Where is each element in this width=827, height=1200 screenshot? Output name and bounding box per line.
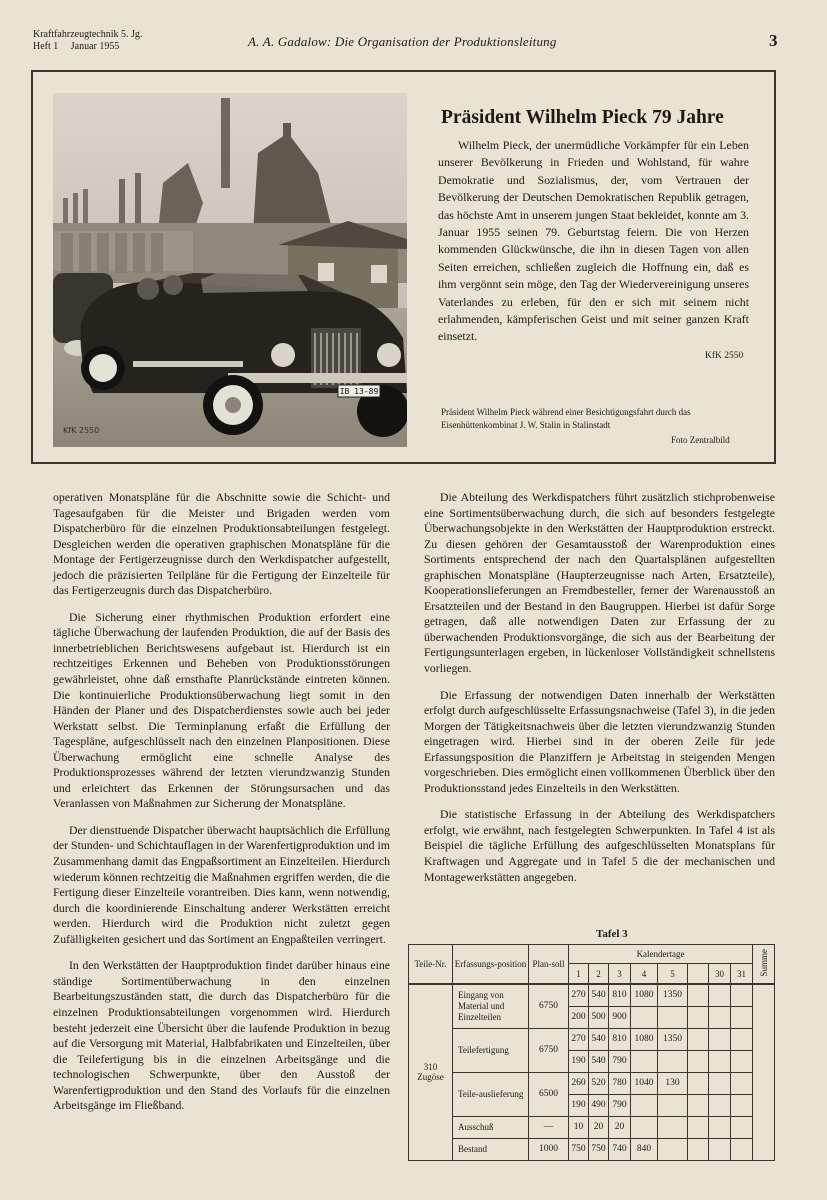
table-cell: 750 — [569, 1138, 589, 1160]
table-cell — [658, 1116, 688, 1138]
table-cell: 20 — [609, 1116, 631, 1138]
paragraph: Die Erfassung der notwendigen Daten innerhalb der Werkstätten erfolgt durch aufgeschlüsselte Erfassungsnachweise (Tafel 3), in die jeden Morgen der Tätigkeitsnachweis über die letzten vierundzwanzig Stunden eingetragen wird. Hierbei sind in der oberen Zeile für jede Erfassungsposition die Planziffern je Arbeitstag in steigenden Mengen vorgeschrieben. Dies ermöglicht einen vollkommenen Überblick über den Produktionsstand jedes Einzelteils in den Werkstätten. — [424, 687, 775, 795]
day-header — [688, 964, 709, 984]
table-cell — [709, 1006, 731, 1028]
table-cell — [688, 1006, 709, 1028]
summe-cell — [753, 984, 775, 1160]
table-cell — [731, 1050, 753, 1072]
part-number: 310 — [423, 1062, 438, 1073]
row-label: Teilefertigung — [453, 1028, 529, 1072]
table-cell: 540 — [589, 984, 609, 1006]
table-cell: 10 — [569, 1116, 589, 1138]
plan-cell: — — [529, 1116, 569, 1138]
plan-cell: 1000 — [529, 1138, 569, 1160]
table-cell — [731, 1138, 753, 1160]
table-cell — [688, 984, 709, 1006]
body-left-column — [53, 490, 390, 1125]
table-cell: 1040 — [631, 1072, 658, 1094]
table-cell — [688, 1072, 709, 1094]
paragraph: operativen Monatspläne für die Abschnitte sowie die Schicht- und Tagesaufgaben für die Meister und Brigaden werden vom Dispatcherbüro für die einzelnen Produktionsabteilungen festgelegt. Desgleichen werden die operativen graphischen Monatspläne für die Montage der Fertigerzeugnisse durch den Werkdispatcher aufgestellt, jedoch die präzisierten Teilpläne für die Fertigung der Einzelteile für das Fertigerzeugnis durch das Dispatcherbüro. — [53, 490, 390, 598]
table-cell — [731, 984, 753, 1006]
day-header: 31 — [731, 964, 753, 984]
header-teile-nr: Teile-Nr. — [409, 945, 453, 985]
table-cell — [709, 1138, 731, 1160]
table-title: Tafel 3 — [596, 928, 628, 940]
table-cell — [731, 1072, 753, 1094]
table-cell: 780 — [609, 1072, 631, 1094]
table-cell: 790 — [609, 1094, 631, 1116]
journal-line-2: Heft 1 Januar 1955 — [33, 40, 120, 52]
table-cell: 810 — [609, 984, 631, 1006]
table-cell: 750 — [589, 1138, 609, 1160]
row-label: Eingang von Material und Einzelteilen — [453, 984, 529, 1028]
caption-text: Präsident Wilhelm Pieck während einer Besichtigungsfahrt durch das Eisenhüttenkombinat J. W. Stalin in Stalinstadt — [441, 407, 691, 430]
part-name: Zugöse — [417, 1072, 444, 1083]
journal-info — [33, 29, 142, 52]
paragraph: Der diensttuende Dispatcher überwacht hauptsächlich die Erfüllung der Stunden- und Schichtauflagen in der Warenfertigproduktion und im Zusammenhang damit das Engpaßsortiment an Einzelteilen. Hierdurch wiederum können rechtzeitig die Maßnahmen ergriffen werden, die die Fertigung dieser Einzelteile vorantreiben. Dies kann, wenn notwendig, durch die koordinierende Einschaltung anderer Werkstätten erreicht werden. Hierdurch wird die Produktion nicht zuletzt gegen Zufälligkeiten gesichert und das Sortiment an Engpaßteilen verringert. — [53, 822, 390, 946]
feature-code: KfK 2550 — [705, 351, 744, 361]
table-cell — [731, 1028, 753, 1050]
table-cell: 790 — [609, 1050, 631, 1072]
table-cell: 490 — [589, 1094, 609, 1116]
table-cell: 1350 — [658, 984, 688, 1006]
table-cell: 1350 — [658, 1028, 688, 1050]
table-cell: 190 — [569, 1094, 589, 1116]
paragraph: In den Werkstätten der Hauptproduktion findet darüber hinaus eine ständige Sortimentüberwachung in den einzelnen Bearbeitungszuständen statt, die durch das Dispatcherbüro für die einzelnen Produktionsabteilungen vorgenommen wird. Hierdurch besteht jederzeit eine Übersicht über die laufende Produktion in bezug auf die Versorgung mit Material, Halbfabrikaten und Einzelteilen, über die Teilefertigung bis in die einzelnen Arbeitsgänge und die technologischen Schwerpunkte, über den Ausstoß der Warenfertigproduktion und den Stand des Vorlaufs für die einzelnen Arbeitsgänge im Fließband. — [53, 958, 390, 1113]
table-cell — [658, 1094, 688, 1116]
body-right-column — [424, 490, 775, 896]
day-header: 2 — [589, 964, 609, 984]
table-cell — [631, 1116, 658, 1138]
table-cell — [709, 984, 731, 1006]
table-cell — [658, 1138, 688, 1160]
day-header: 1 — [569, 964, 589, 984]
table-cell: 200 — [569, 1006, 589, 1028]
part-cell — [409, 984, 453, 1160]
table-cell — [731, 1116, 753, 1138]
table-cell: 190 — [569, 1050, 589, 1072]
photo-car-at-steelworks — [53, 93, 407, 447]
table-cell — [631, 1094, 658, 1116]
table-cell: 540 — [589, 1050, 609, 1072]
day-header: 3 — [609, 964, 631, 984]
photo-credit: Foto Zentralbild — [671, 435, 730, 445]
photo-plate-text: IB 13-89 — [339, 387, 379, 396]
table-cell: 130 — [658, 1072, 688, 1094]
table-cell: 810 — [609, 1028, 631, 1050]
feature-title: Präsident Wilhelm Pieck 79 Jahre — [441, 107, 724, 128]
table-cell — [709, 1050, 731, 1072]
photo-caption — [441, 406, 751, 445]
table-cell — [631, 1006, 658, 1028]
plan-cell: 6750 — [529, 1028, 569, 1072]
table-cell: 270 — [569, 1028, 589, 1050]
table-cell: 900 — [609, 1006, 631, 1028]
header-position: Erfassungs-position — [453, 945, 529, 985]
day-header: 5 — [658, 964, 688, 984]
table-cell: 20 — [589, 1116, 609, 1138]
table-cell — [688, 1138, 709, 1160]
table-cell: 260 — [569, 1072, 589, 1094]
table-cell — [631, 1050, 658, 1072]
running-title: A. A. Gadalow: Die Organisation der Produktionsleitung — [248, 34, 557, 49]
table-cell — [688, 1050, 709, 1072]
table-cell — [731, 1006, 753, 1028]
table-cell — [658, 1050, 688, 1072]
page-number: 3 — [769, 31, 778, 50]
summe-label: Summe — [758, 949, 769, 977]
table-cell — [731, 1094, 753, 1116]
day-header: 4 — [631, 964, 658, 984]
photo-illustration — [53, 93, 407, 447]
table-cell — [688, 1094, 709, 1116]
table-cell: 520 — [589, 1072, 609, 1094]
table-cell: 540 — [589, 1028, 609, 1050]
table-cell — [709, 1028, 731, 1050]
table-cell — [709, 1094, 731, 1116]
header-plan: Plan-soll — [529, 945, 569, 985]
photo-mark-text: KfK 2550 — [63, 426, 100, 435]
row-label: Teile-auslieferung — [453, 1072, 529, 1116]
table-cell — [709, 1116, 731, 1138]
table-cell — [658, 1006, 688, 1028]
table-cell — [688, 1116, 709, 1138]
table-cell: 500 — [589, 1006, 609, 1028]
feature-text — [438, 137, 749, 346]
table-cell: 1080 — [631, 1028, 658, 1050]
table-cell — [688, 1028, 709, 1050]
paragraph: Die Abteilung des Werkdispatchers führt zusätzlich stichprobenweise eine Sortimentsüberwachung durch, die sich auf besonders festgelegte Überwachungsobjekte in den Werkstätten der Hauptproduktion erstreckt. Zu diesen gehören der Gesamtausstoß der Warenproduktion eines Sortiments entsprechend der nach den Quartalsplänen aufgestellten graphischen Monatspläne (Haupterzeugnisse nach Arten, Ersatzteile), Kooperationslieferungen an Fremdbesteller, ferner der Warenausstoß an Ersatzteilen und der Bestand in den Baugruppen. Hierbei ist dafür Sorge getragen, daß alle notwendigen Daten zur Erfassung der zu überwachenden Produktionsvorgänge, die sich aus der Bearbeitung der Fertigungsunterlagen ergeben, in lückenloser Vollständigkeit schnellstens vorliegen. — [424, 490, 775, 676]
journal-line-1: Kraftfahrzeugtechnik 5. Jg. — [33, 29, 143, 40]
row-label-ausschuss: Ausschuß — [453, 1116, 529, 1138]
header-summe — [753, 945, 775, 985]
plan-cell: 6750 — [529, 984, 569, 1028]
header-kalendertage: Kalendertage — [569, 945, 753, 964]
table-cell — [709, 1072, 731, 1094]
table-cell: 840 — [631, 1138, 658, 1160]
plan-cell: 6500 — [529, 1072, 569, 1116]
row-label-bestand: Bestand — [453, 1138, 529, 1160]
paragraph: Die Sicherung einer rhythmischen Produktion erfordert eine tägliche Überwachung der laufenden Produktion, die auf der Basis des innerbetrieblichen Berichtswesens aufgebaut ist. Hierdurch ist ein rechtzeitiges Erkennen und Beheben von Produktionsstörungen gewährleistet, ohne daß ernsthafte Planrückstände eintreten können. Die kontinuierliche Produktionsüberwachung liegt somit in den Händen der Planer und des Dispatcherdienstes sowie auch bei jeder Werkstatt selbst. Die Terminplanung erfaßt die Erfüllung der Tagespläne, aufgeschlüsselt nach den einzelnen Planpositionen. Diese Überwachung ermöglicht eine schnelle Analyse des Produktionsprozesses während der letzten vierundzwanzig Stunden und erleichtert das Erkennen der Störungsursachen und das Veranlassen von Maßnahmen zur Sicherung der Monatspläne. — [53, 609, 390, 811]
paragraph: Die statistische Erfassung in der Abteilung des Werkdispatchers erfolgt, wie erwähnt, nach festgelegten Schwerpunkten. In Tafel 4 ist als Beispiel die tägliche Erfüllung des aufgeschlüsselten Monatsplans für Kraftwagen und Aggregate und in Tafel 5 die der mechanischen und Montagewerkstätten angegeben. — [424, 807, 775, 884]
day-header: 30 — [709, 964, 731, 984]
table-cell: 740 — [609, 1138, 631, 1160]
feature-paragraph: Wilhelm Pieck, der unermüdliche Vorkämpfer für ein Leben unserer Bevölkerung in Frieden und Wohlstand, für wahre Demokratie und Sozialismus, der, vom Vertrauen der Bevölkerung der Deutschen Demokratischen Republik getragen, das höchste Amt in unserem jungen Staat bekleidet, konnte am 3. Januar 1955 seinen 79. Geburtstag feiern. Die von Herzen kommenden Glückwünsche, die ihn in diesen Tagen von allen Seiten erreichen, schließen zugleich die Hoffnung ein, daß es ihm vergönnt sein möge, den Tag der Wiedervereinigung unseres Vaterlandes zu erleben, für den er sich mit seinem nicht erlahmenden, kämpferischen Geist und mit seiner ganzen Kraft einsetzt. — [438, 138, 749, 344]
table-tafel-3 — [408, 944, 775, 1161]
table-cell: 270 — [569, 984, 589, 1006]
table-cell: 1080 — [631, 984, 658, 1006]
